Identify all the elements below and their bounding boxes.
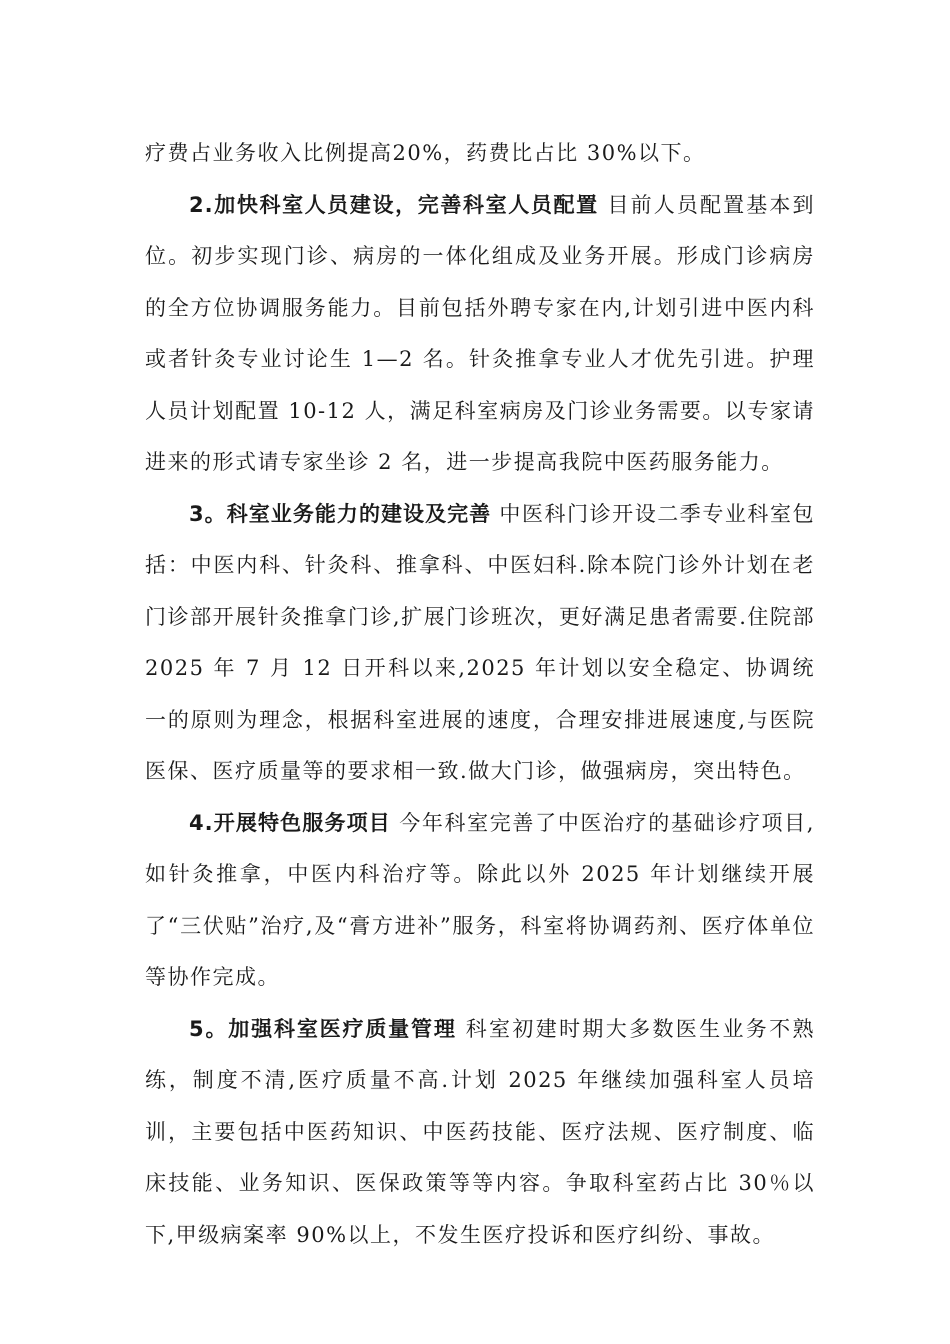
- paragraph-staffing: [145, 180, 815, 489]
- paragraph-body: 今年科室完善了中医治疗的基础诊疗项目,如针灸推拿，中医内科治疗等。除此以外 2025 年计划继续开展了“三伏贴”治疗,及“膏方进补”服务，科室将协调药剂、医疗体单位等协作完成。: [145, 810, 815, 989]
- paragraph-continuation: [145, 128, 815, 180]
- paragraph-capability: [145, 489, 815, 798]
- body-text: [145, 128, 815, 1261]
- paragraph-body: 目前人员配置基本到位。初步实现门诊、病房的一体化组成及业务开展。形成门诊病房的全方位协调服务能力。目前包括外聘专家在内,计划引进中医内科或者针灸专业讨论生 1—2 名。针灸推拿专业人才优先引进。护理人员计划配置 10-12 人，满足科室病房及门诊业务需要。以专家请进来的形式请专家坐诊 2 名，进一步提高我院中医药服务能力。: [145, 192, 815, 474]
- paragraph-body: 疗费占业务收入比例提高20%，药费比占比 30%以下。: [145, 141, 706, 165]
- section-heading: 4.开展特色服务项目: [189, 810, 391, 835]
- section-heading: 3。科室业务能力的建设及完善: [189, 501, 492, 526]
- paragraph-body: 科室初建时期大多数医生业务不熟练，制度不清,医疗质量不高.计划 2025 年继续加强科室人员培训，主要包括中医药知识、中医药技能、医疗法规、医疗制度、临床技能、业务知识、医保政策等等内容。争取科室药占比 30％以下,甲级病案率 90%以上，不发生医疗投诉和医疗纠纷、事故。: [145, 1016, 815, 1247]
- section-heading: 2.加快科室人员建设，完善科室人员配置: [189, 192, 599, 217]
- paragraph-quality: [145, 1004, 815, 1262]
- paragraph-body: 中医科门诊开设二季专业科室包括：中医内科、针灸科、推拿科、中医妇科.除本院门诊外计划在老门诊部开展针灸推拿门诊,扩展门诊班次，更好满足患者需要.住院部 2025 年 7 月 12 日开科以来,2025 年计划以安全稳定、协调统一的原则为理念，根据科室进展的速度，合理安排进展速度,与医院医保、医疗质量等的要求相一致.做大门诊，做强病房，突出特色。: [145, 501, 815, 783]
- section-heading: 5。加强科室医疗质量管理: [189, 1016, 457, 1041]
- paragraph-services: [145, 798, 815, 1004]
